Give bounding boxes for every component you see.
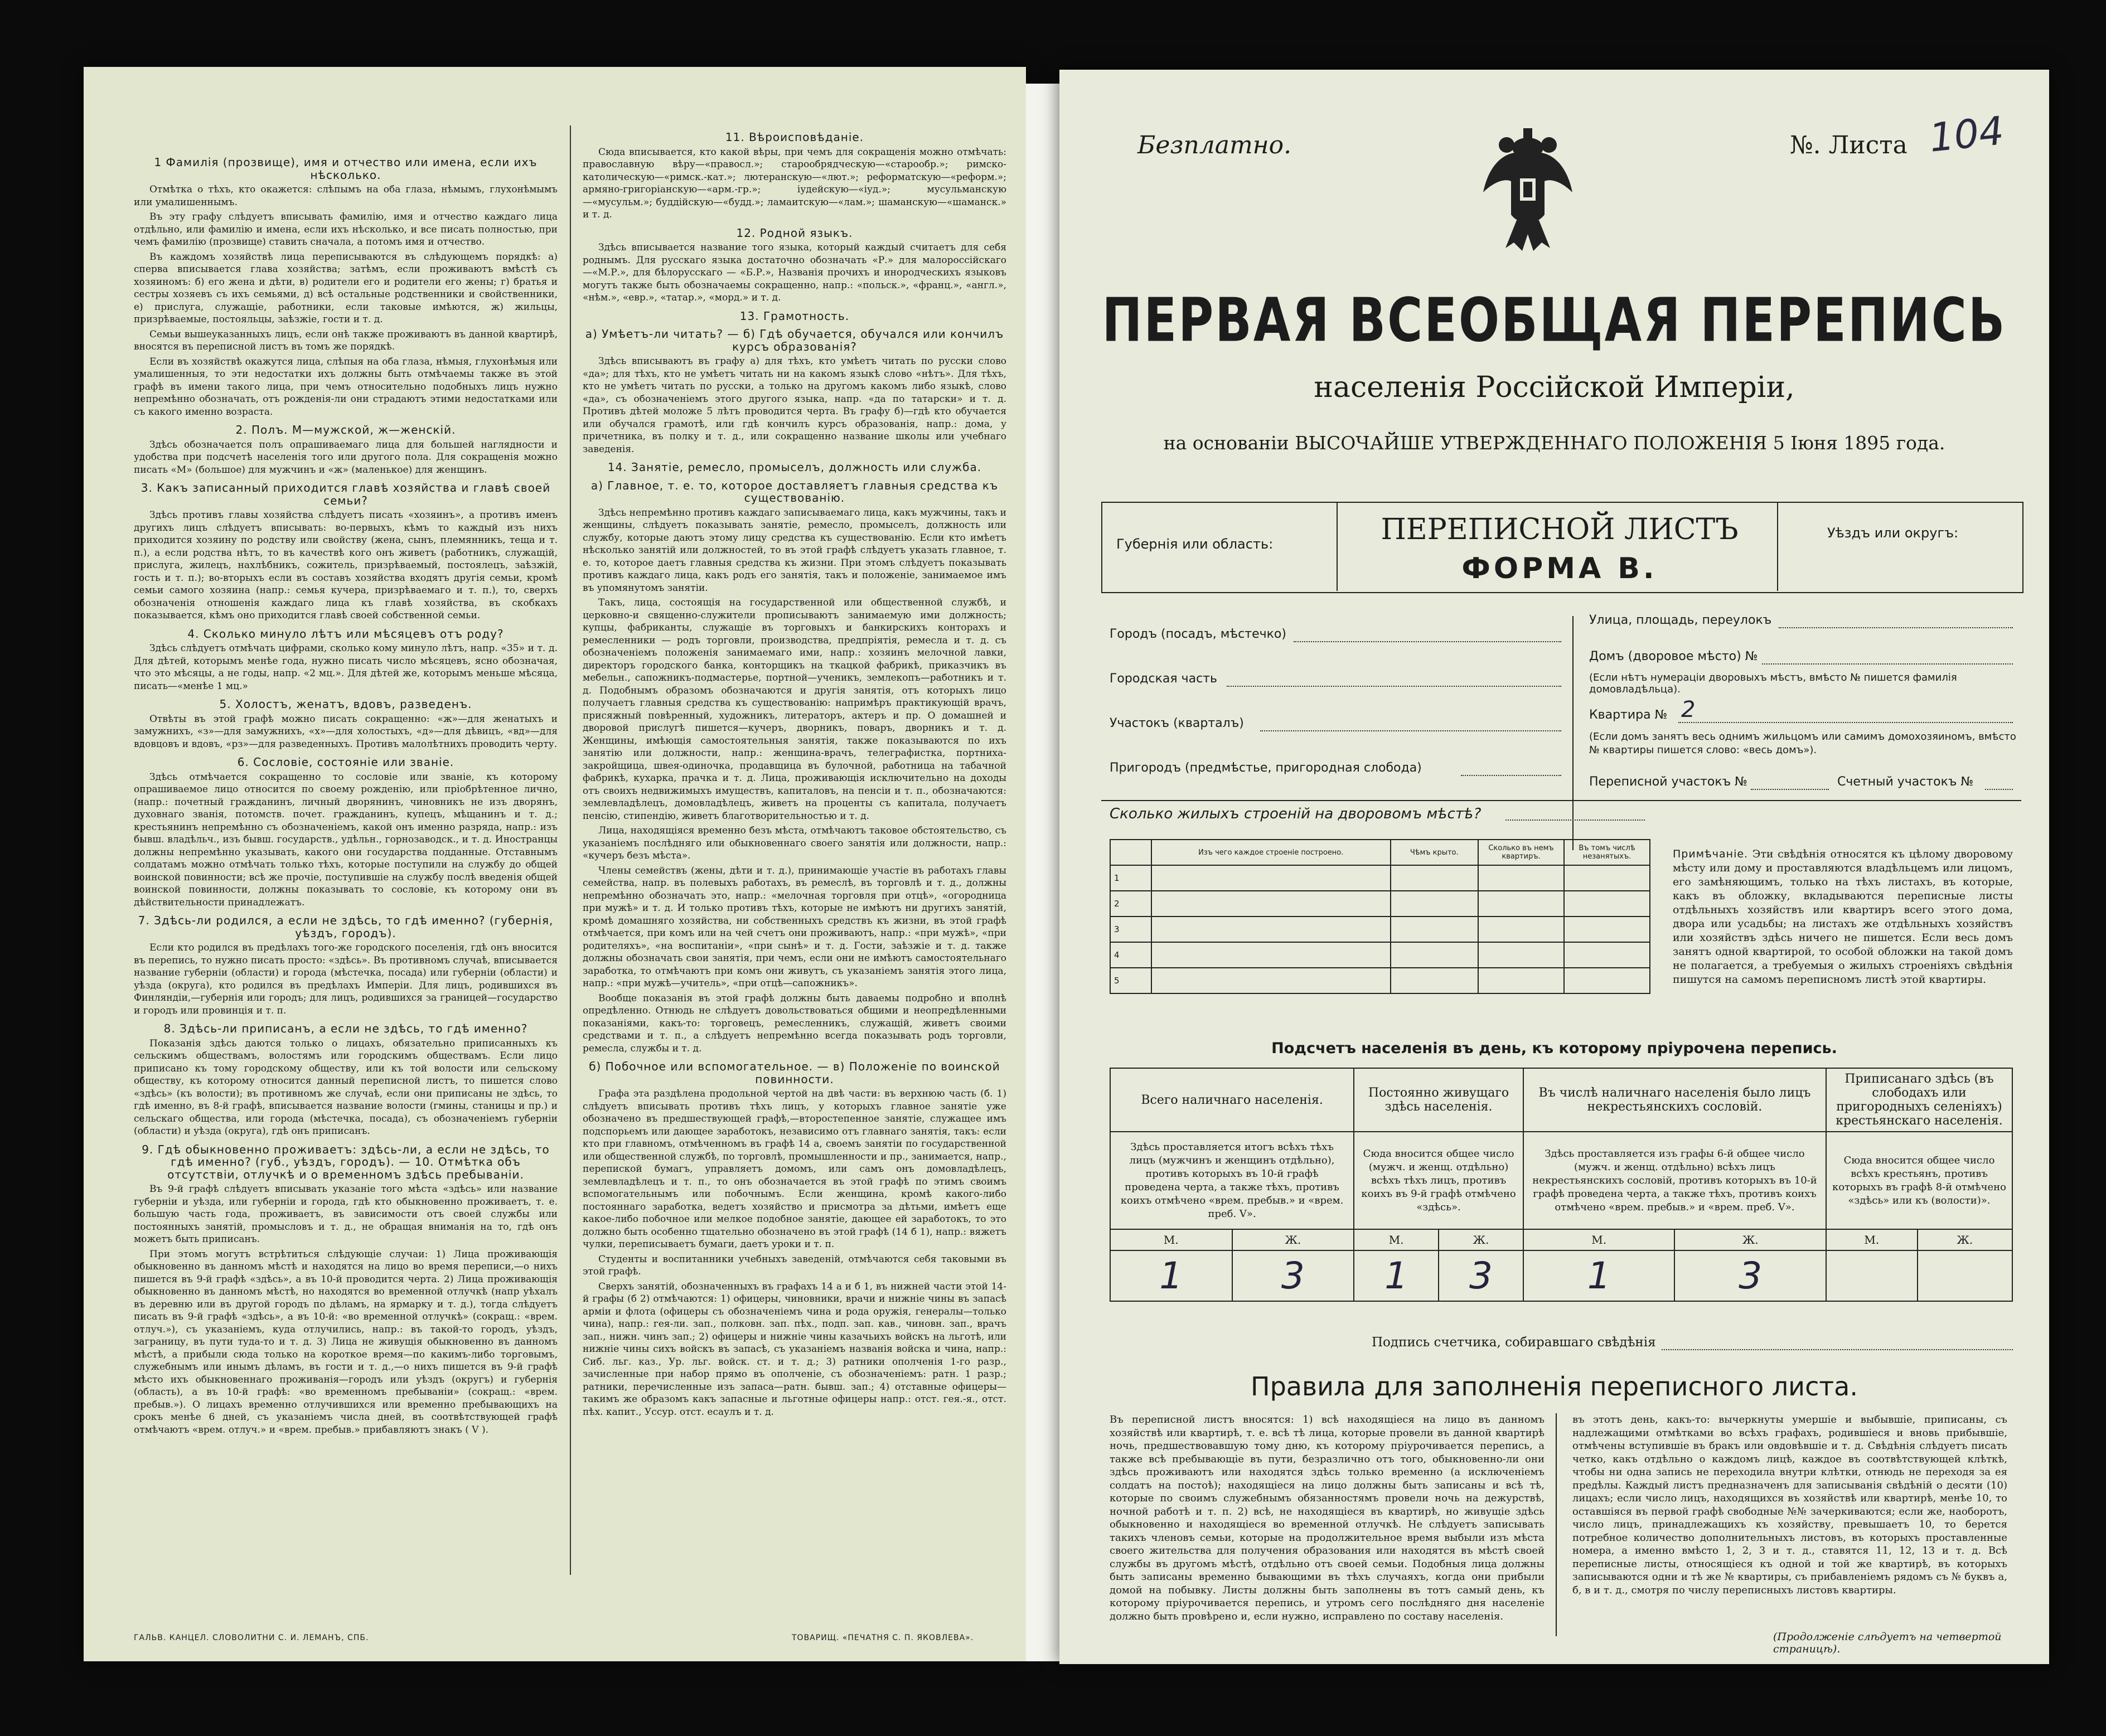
buildings-cell[interactable] bbox=[1564, 891, 1650, 917]
section-heading: 7. Здѣсь-ли родился, а если не здѣсь, то гдѣ именно? (губернія, уѣздъ, городъ). bbox=[138, 914, 554, 940]
suburb-field[interactable] bbox=[1461, 775, 1561, 776]
buildings-header-apartments: Сколько въ немъ квартиръ. bbox=[1478, 840, 1564, 865]
section-heading: 6. Сословіе, состояніе или званіе. bbox=[237, 755, 454, 769]
census-section-field[interactable] bbox=[1751, 789, 1829, 790]
count-desc-present: Здѣсь проставляется итогъ всѣхъ тѣхъ лицъ (мужчинъ и женщинъ отдѣльно), противъ которыхъ въ 10-й графѣ проведена черта, а также тѣхъ, противъ коихъ отмѣчено «врем. пребыв.» и «врем. преб. V». bbox=[1110, 1132, 1354, 1229]
instruction-paragraph: При этомъ могутъ встрѣтиться слѣдующіе случаи: 1) Лица проживающія обыкновенно въ данномъ мѣстѣ и находятся на лицо во время переписи,—о нихъ пишется въ 9-й графѣ «здѣсь», а въ 10-й проводится черта. 2) Лица проживающія обыкновенно въ данномъ мѣстѣ, но находятся во временной отлучкѣ (напр уѣхалъ въ деревню или въ другой городъ по дѣламъ, на ярмарку и т. д.), тогда слѣдуетъ писать въ 9-й графѣ «здѣсь», а въ 10-й: «во временной отлучкѣ» (сокращ.: «врем. отлуч.»), съ указаніемъ, куда отлучились, напр.: въ такой-то городъ, уѣздъ, заграницу, въ пути туда-то и т. д. 3) Лица не живущія обыкновенно въ данномъ мѣстѣ, а прибыли сюда только на короткое время—по какимъ-либо торговымъ, служебнымъ или инымъ дѣламъ, въ гости и т. д.,—о нихъ пишется въ 9-й графѣ мѣсто ихъ обыкновеннаго проживанія—городъ или уѣздъ (округъ) и губернія (область), а въ 10-й графѣ: «во временномъ пребываніи» (сокращ.: «врем. пребыв.»). О лицахъ временно отлучившихся или временно пребывающихъ на срокъ менѣе 6 дней, съ указаніемъ числа дней, въ соотвѣтствующей графѣ отмѣчаютъ «врем. отлуч.» и «врем. пребыв.» прибавляютъ знакъ ( V ). bbox=[134, 1248, 558, 1436]
buildings-cell[interactable] bbox=[1478, 891, 1564, 917]
instruction-paragraph: Здѣсь слѣдуетъ отмѣчать цифрами, сколько кому минуло лѣтъ, напр. «35» и т. д. Для дѣтей, которымъ менѣе года, нужно писать число мѣсяцевъ, ясно обозначая, что это мѣсяцы, а не годы, напр. «2 мц.». Для дѣтей же, которымъ меньше мѣсяца, писать—«менѣе 1 мц.» bbox=[134, 643, 558, 692]
buildings-cell[interactable] bbox=[1564, 968, 1650, 993]
buildings-count-field[interactable] bbox=[1505, 819, 1645, 821]
apartment-field[interactable] bbox=[1678, 722, 2013, 723]
count-header-permanent: Постоянно живущаго здѣсь населенія. bbox=[1354, 1068, 1523, 1132]
apartment-field-value[interactable]: 2 bbox=[1681, 697, 1696, 722]
buildings-cell[interactable] bbox=[1151, 968, 1391, 993]
instruction-paragraph: Сюда вписывается, кто какой вѣры, при чемъ для сокращенія можно отмѣчать: православную вѣру—«правосл.»; старообрядческую—«старообр.»; римско-католическую—«римск.-кат.»; лютеранскую—«лют.»; реформатскую—«реформ.»; армяно-григоріанскую—«арм.-гр.»; іудейскую—«іуд.»; мусульманскую—«мусульм.»; буддійскую—«будд.»; ламаитскую—«лам.»; шаманскую—«шаманск.» и т. д. bbox=[583, 146, 1006, 220]
town-field[interactable] bbox=[1294, 641, 1561, 642]
signature-label: Подпись счетчика, собиравшаго свѣдѣнія bbox=[1372, 1335, 1656, 1350]
buildings-row-number: 2 bbox=[1110, 891, 1151, 917]
count-male-label: М. bbox=[1110, 1229, 1232, 1250]
street-field[interactable] bbox=[1779, 627, 2013, 628]
section-heading: 3. Какъ записанный приходится главѣ хозяйства и главѣ своей семьи? bbox=[141, 481, 551, 507]
imprint-right: ТОВАРИЩ. «ПЕЧАТНЯ С. П. ЯКОВЛЕВА». bbox=[792, 1633, 974, 1642]
section-heading: б) Побочное или вспомогательное. — в) Положеніе по воинской повинности. bbox=[589, 1060, 1000, 1086]
count-header-present: Всего наличнаго населенія. bbox=[1110, 1068, 1354, 1132]
buildings-header-roof: Чѣмъ крыто. bbox=[1391, 840, 1479, 865]
count-female-label: Ж. bbox=[1232, 1229, 1354, 1250]
count-value-cell[interactable]: 3 bbox=[1674, 1250, 1826, 1301]
address-divider bbox=[1572, 616, 1574, 850]
buildings-header-vacant: Въ томъ числѣ незанятыхъ. bbox=[1564, 840, 1650, 865]
count-desc-peasant: Сюда вносится общее число всѣхъ крестьянъ, противъ которыхъ въ графѣ 8-й отмѣчено «здѣсь» или къ (волости)». bbox=[1826, 1132, 2012, 1229]
instructions-column-2 bbox=[583, 125, 1006, 1589]
buildings-cell[interactable] bbox=[1391, 917, 1479, 942]
count-header-peasant: Приписанаго здѣсь (въ слободахъ или пригородныхъ селеніяхъ) крестьянскаго населенія. bbox=[1826, 1068, 2012, 1132]
count-value-cell[interactable]: 3 bbox=[1439, 1250, 1523, 1301]
instruction-paragraph: Если въ хозяйствѣ окажутся лица, слѣпыя на оба глаза, нѣмыя, глухонѣмыя или умалишенныя, то эти недостатки ихъ должны быть отмѣчаемы также въ этой графѣ въ имени такого лица, при чемъ относительно подобныхъ лицъ нужно непремѣнно обозначать, отъ рожденія-ли они страдаютъ этими недостатками или съ какого именно возраста. bbox=[134, 356, 558, 418]
street-field-label: Улица, площадь, переулокъ bbox=[1589, 613, 1772, 627]
sheet-number-label: №. Листа bbox=[1790, 131, 1907, 159]
buildings-cell[interactable] bbox=[1151, 917, 1391, 942]
count-desc-permanent: Сюда вносится общее число (мужч. и женщ. отдѣльно) всѣхъ тѣхъ лицъ, противъ коихъ въ 9-й графѣ отмѣчено «здѣсь». bbox=[1354, 1132, 1523, 1229]
house-field-note: (Если нѣтъ нумераціи дворовыхъ мѣстъ, вмѣсто № пишется фамилія домовладѣльца). bbox=[1589, 672, 1957, 695]
section-heading: а) Умѣетъ-ли читать? — б) Гдѣ обучается, обучался или кончилъ курсъ образованія? bbox=[585, 327, 1004, 353]
buildings-cell[interactable] bbox=[1391, 942, 1479, 968]
buildings-row-number: 1 bbox=[1110, 865, 1151, 891]
buildings-row-number: 3 bbox=[1110, 917, 1151, 942]
buildings-cell[interactable] bbox=[1391, 968, 1479, 993]
instruction-paragraph: Здѣсь обозначается полъ опрашиваемаго лица для большей наглядности и удобства при подсчетѣ населенія того или другого пола. Для сокращенія можно писать «М» (большое) для мужчинъ и «ж» (маленькое) для женщинъ. bbox=[134, 439, 558, 476]
district-label: Уѣздъ или округъ: bbox=[1827, 525, 1959, 541]
count-female-label: Ж. bbox=[1918, 1229, 2012, 1250]
house-field-label: Домъ (дворовое мѣсто) № bbox=[1589, 649, 1758, 663]
buildings-cell[interactable] bbox=[1478, 865, 1564, 891]
instruction-paragraph: Здѣсь непремѣнно противъ каждаго записываемаго лица, какъ мужчины, такъ и женщины, слѣдуетъ показывать занятіе, ремесло, промыселъ, должность или службу, которые даютъ этому лицу средства къ существованію. Если кто имѣетъ нѣсколько занятій или должностей, то въ этой графѣ слѣдуетъ указать главное, т. е. то, которое даетъ главныя средства къ жизни. При этомъ слѣдуетъ показывать противъ каждаго лица, какъ родъ его занятія, такъ и положеніе, занимаемое имъ въ упомянутомъ занятіи. bbox=[583, 507, 1006, 594]
section-heading: 12. Родной языкъ. bbox=[736, 226, 853, 240]
count-header-non-peasant: Въ числѣ наличнаго населенія было лицъ некрестьянскихъ сословій. bbox=[1523, 1068, 1826, 1132]
instruction-paragraph: Такъ, лица, состоящія на государственной или общественной службѣ, и церковно-и священно-служители прописываютъ занимаемую ими должность; купцы, фабриканты, служащіе въ торговыхъ и банкирскихъ конторахъ и ремесленники — родъ торговли, производства, предпріятія, ремесла и т. д. съ обозначеніемъ положенія занимаемаго ими, напр.: хозяинъ мелочной лавки, директоръ городского банка, конторщикъ на ткацкой фабрикѣ, приказчикъ въ мебельн., сапожникъ-подмастерье, портной—ученикъ, землекопъ—работникъ и т. д. Подобнымъ образомъ обозначаются и другія занятія, отъ которыхъ лицо получаетъ главныя средства къ существованію: напримѣръ практикующій врачъ, присяжный повѣренный, художникъ, литераторъ, актеръ и пр. О домашней и дворовой прислугѣ пишется—кучеръ, дворникъ, поваръ, дворникъ и т. д. Женщины, имѣющія самостоятельныя занятія, также показываются по ихъ занятію или должности, напр.: женщина-врачъ, телеграфистка, портниха-закройщица, швея-одиночка, продавщица въ булочной, работница на табачной фабрикѣ, кухарка, прачка и т. д. Лица, проживающія исключительно на доходы отъ своихъ недвижимыхъ имуществъ, капиталовъ, на пенсіи и т. п., обозначаются: землевладѣлецъ, домовладѣлецъ, живетъ на проценты съ капитала, получаетъ пенсію, стипендію, живетъ благотворительностью и т. д. bbox=[583, 597, 1006, 822]
free-label: Безплатно. bbox=[1137, 131, 1292, 159]
instruction-paragraph: Члены семействъ (жены, дѣти и т. д.), принимающіе участіе въ работахъ главы семейства, напр. въ полевыхъ работахъ, въ ремеслѣ, въ торговлѣ и т. д., должны непремѣнно обозначать это, напр.: «мелочная торговля при отцѣ», «огородница при мужѣ» и т. д. И только противъ тѣхъ, которые не имѣютъ ни другихъ занятій, кромѣ домашняго хозяйства, ни собственныхъ средствъ къ жизни, въ этой графѣ отмѣчается, при комъ или на чей счетъ они проживаютъ, напр.: «при мужѣ», «при родителяхъ», «на воспитаніи», «при сынѣ» и т. д. Гости, заѣзжіе и т. д. также должны обозначать свои занятія, при чемъ, если они не имѣютъ самостоятельнаго заработка, то отмѣчаютъ при комъ они живутъ, съ указаніемъ занятія этого лица, напр.: «при мужѣ—учитель», «при отцѣ—сапожникъ». bbox=[583, 865, 1006, 989]
province-label: Губернія или область: bbox=[1116, 536, 1274, 552]
buildings-cell[interactable] bbox=[1151, 891, 1391, 917]
instruction-paragraph: Сверхъ занятій, обозначенныхъ въ графахъ 14 а и б 1, въ нижней части этой 14-й графы (б 2) отмѣчаются: 1) офицеры, чиновники, врачи и нижніе чины въ запасѣ арміи и флота (офицеры съ обозначеніемъ чина и рода оружія, генералы—только чина), напр.: гея-ли. зап., полковн. зап. пѣх., подп. зап. кав., чиновн. зап., врачъ зап., нижн. чинъ зап.; 2) офицеры и нижніе чины казачьихъ войскъ на льготѣ, или нижніе чины сихъ войскъ въ запасѣ, съ указаніемъ названія войска и чина, напр.: Сиб. льг. каз., Ур. льг. войск. ст. и т. д.; 3) ратники ополченія 1-го разр., зачисленные при набор прямо въ ополченіе, съ обозначеніемъ: ратн. 1 разр.; ратники, перечисленные изъ запаса—ратн. бывш. зап.; 4) отставные офицеры—такимъ же образомъ какъ запасные и льготные офицеры напр.: отст. гея.-я., отст. пѣх. капит., Уссур. отст. есаулъ и т. д. bbox=[583, 1281, 1006, 1418]
section-heading: 4. Сколько минуло лѣтъ или мѣсяцевъ отъ роду? bbox=[187, 627, 504, 641]
buildings-cell[interactable] bbox=[1391, 891, 1479, 917]
count-female-label: Ж. bbox=[1674, 1229, 1826, 1250]
continuation-note: (Продолженіе слѣдуетъ на четвертой страницѣ). bbox=[1773, 1631, 2002, 1655]
instruction-paragraph: Показанія здѣсь даются только о лицахъ, обязательно приписанныхъ къ сельскимъ обществамъ, волостямъ или городскимъ обществамъ. Если лицо приписано къ тому городскому обществу, или къ той волости или сельскому обществу, къ которому относится данный переписной листъ, то пишется слово «здѣсь» (къ волости); въ противномъ же случаѣ, если они приписаны не здѣсь, то гдѣ именно, въ 8-й графѣ, вписывается название волости (гмины, станицы и пр.) и сельскаго общества, или города (мѣстечка, посада), съ обозначеніемъ губерніи (области) и уѣзда (округа), гдѣ онъ приписанъ. bbox=[134, 1037, 558, 1137]
section-heading: 13. Грамотность. bbox=[739, 309, 850, 323]
buildings-header-material: Изъ чего каждое строеніе построено. bbox=[1151, 840, 1391, 865]
buildings-row-no-header bbox=[1110, 840, 1151, 865]
buildings-cell[interactable] bbox=[1564, 865, 1650, 891]
town-field-label: Городъ (посадъ, мѣстечко) bbox=[1110, 627, 1286, 641]
rules-column-2: въ этотъ день, какъ-то: вычеркнуты умершіе и выбывшіе, приписаны, съ надлежащими отмѣтками во всѣхъ графахъ, родившіеся и вновь прибывшіе, отмѣчены вступившіе въ бракъ или овдовѣвшіе и т. д. Свѣдѣнія слѣдуетъ писать четко, какъ отдѣльно о каждомъ лицѣ, каждое въ соотвѣтствующей клѣткѣ, чтобы ни одна запись не переходила внутри клѣтки, отнюдь не переходя за ея предѣлы. Каждый листъ предназначенъ для записыванія свѣдѣній о десяти (10) лицахъ; если число лицъ, находящихся въ хозяйствѣ или квартирѣ, менѣе 10, то оставшіяся въ первой графѣ свободные №№ зачеркиваются; если же, наоборотъ, число лицъ, принадлежащихъ къ хозяйству, превышаетъ 10, то берется потребное количество дополнительныхъ листовъ, въ которыхъ проставленные номера, а именно вмѣсто 1, 2, 3 и т. д., ставятся 11, 12, 13 и т. д. Всѣ переписные листы, относящіеся къ одной и той же квартирѣ, въ которыхъ записываются одни и тѣ же № квартиры, съ прибавленіемъ рядомъ съ № буквъ а, б, в и т. д., смотря по числу переписныхъ листовъ квартиры. bbox=[1572, 1414, 2007, 1596]
buildings-cell[interactable] bbox=[1391, 865, 1479, 891]
instruction-paragraph: Отмѣтка о тѣхъ, кто окажется: слѣпымъ на оба глаза, нѣмымъ, глухонѣмымъ или умалишеннымъ. bbox=[134, 184, 558, 208]
instruction-paragraph: Студенты и воспитанники учебныхъ заведеній, отмѣчаются себя таковыми въ этой графѣ. bbox=[583, 1253, 1006, 1277]
section-heading: а) Главное, т. е. то, которое доставляетъ главныя средства къ существованію. bbox=[590, 478, 999, 505]
section-rule bbox=[1101, 800, 2021, 801]
section-heading: 8. Здѣсь-ли приписанъ, а если не здѣсь, то гдѣ именно? bbox=[163, 1022, 528, 1035]
section-heading: 11. Вѣроисповѣданіе. bbox=[725, 130, 864, 144]
instruction-paragraph: Здѣсь вписываютъ въ графу а) для тѣхъ, кто умѣетъ читать по русски слово «да»; для тѣхъ, кто не умѣетъ читать ни на какомъ языкѣ слово «нѣтъ». Для тѣхъ, кто не умѣетъ читать по русски, а только на другомъ какомъ либо языкѣ, слово «да», съ обозначеніемъ этого другого языка, напр. «да по татарски» и т. д. Противъ дѣтей моложе 5 лѣтъ проводится черта. Въ графу б)—гдѣ кто обучается или обучался грамотѣ, или гдѣ кончилъ курсъ образованія, напр.: дома, у причетника, въ полку и т. д., или сокращенно название школы или учебнаго заведенія. bbox=[583, 356, 1006, 455]
instruction-paragraph: Лица, находящіяся временно безъ мѣста, отмѣчаютъ таковое обстоятельство, съ указаніемъ послѣдняго или обыкновеннаго своего занятія или должности, напр.: «кучеръ безъ мѣста». bbox=[583, 825, 1006, 861]
section-heading: 5. Холостъ, женатъ, вдовъ, разведенъ. bbox=[219, 697, 472, 711]
instruction-paragraph: Графа эта раздѣлена продольной чертой на двѣ части: въ верхнюю часть (б. 1) слѣдуетъ вписывать противъ тѣхъ лицъ, у которыхъ главное занятіе уже обозначено въ предшествующей графѣ,—второстепенное занятіе, служащее имъ подспорьемъ или дающее заработокъ, независимо отъ главнаго занятія, такъ: если кто при главномъ, отмѣченномъ въ графѣ 14 а, своемъ занятіи по государственной или общественной службѣ, по торговлѣ, промышленности и пр., занимается, напр., перепиской бумагъ, управляетъ домомъ, или самъ онъ домовладѣлецъ, землевладѣлецъ и т. п., то онъ обозначается въ этой графѣ по этимъ своимъ вспомогательнымъ или побочнымъ. Если женщина, кромѣ какого-либо постояннаго заработка, ведетъ хозяйство и присмотра за дѣтьми, имѣетъ еще какое-либо побочное или мелкое подобное занятіе, дающее ей заработокъ, то это должно быть особенно тщательно обозначено въ этой графѣ (14 б 1), напр.: вяжетъ чулки, переписываетъ бумаги, даетъ уроки и т. п. bbox=[583, 1088, 1006, 1250]
buildings-cell[interactable] bbox=[1151, 942, 1391, 968]
city-part-field-label: Городская часть bbox=[1110, 672, 1217, 686]
counting-section-field[interactable] bbox=[1985, 789, 2013, 790]
count-male-label: М. bbox=[1826, 1229, 1918, 1250]
apartment-field-note: (Если домъ занятъ весь однимъ жильцомъ или самимъ домохозяиномъ, вмѣсто № квартиры пишется слово: «весь домъ»). bbox=[1589, 731, 2016, 756]
instructions-column-1 bbox=[134, 151, 558, 1589]
count-value-cell[interactable]: 3 bbox=[1232, 1250, 1354, 1301]
apartment-field-label: Квартира № bbox=[1589, 708, 1668, 722]
count-value-cell[interactable]: 1 bbox=[1523, 1250, 1675, 1301]
instruction-paragraph: Здѣсь отмѣчается сокращенно то сословіе или званіе, къ которому опрашиваемое лицо относится по своему рожденію, или пріобрѣтенное лично, (напр.: почетный гражданинъ, личный дворянинъ, чиновникъ не изъ дворянъ, духовнаго званія, потомств. почет. гражданинъ, купецъ, мѣщанинъ и т. д.; крестьянинъ непремѣнно съ обозначеніемъ, какой онъ именно разряда, напр.: изъ бывш. владѣльч., изъ бывш. государств., удѣльн., горнозаводск., и т. д. Иностранцы должны непремѣнно указывать, какого они государства подданные. Отставнымъ солдатамъ можно отмѣчать только тѣхъ, которые поступили на службу до общей воинской повинности; всѣ же прочіе, поступившіе на службу послѣ введенія общей воинской повинности, должны показывать то сословіе, къ которому они въ дѣйствительности принадлежатъ. bbox=[134, 771, 558, 908]
count-value-cell[interactable] bbox=[1826, 1250, 1918, 1301]
instruction-paragraph: Семьи вышеуказанныхъ лицъ, если онѣ также проживаютъ въ данной квартирѣ, вносятся въ переписной листъ въ томъ же порядкѣ. bbox=[134, 328, 558, 352]
instruction-paragraph: Здѣсь вписывается название того языка, который каждый считаетъ для себя роднымъ. Для русскаго языка достаточно обозначать «Р.» для малороссійскаго—«М.Р.», для бѣлорусскаго — «Б.Р.», Названія прочихъ и инородческихъ языковъ могутъ также быть обозначаемы сокращенно, напр.: «польск.», «франц.», «англ.», «нѣм.», «евр.», «татар.», «морд.» и т. д. bbox=[583, 242, 1006, 303]
buildings-cell[interactable] bbox=[1478, 942, 1564, 968]
census-section-label: Переписной участокъ № bbox=[1589, 775, 1748, 789]
count-value-cell[interactable] bbox=[1918, 1250, 2012, 1301]
buildings-cell[interactable] bbox=[1478, 917, 1564, 942]
rules-divider bbox=[1556, 1413, 1557, 1636]
instruction-paragraph: Въ эту графу слѣдуетъ вписывать фамилію, имя и отчество каждаго лица отдѣльно, или фамилію и имена, если ихъ нѣсколько, и все писать полностью, при чемъ фамилію (прозвище) ставить сначала, а потомъ имя и отчество. bbox=[134, 211, 558, 248]
buildings-cell[interactable] bbox=[1564, 917, 1650, 942]
count-value-cell[interactable]: 1 bbox=[1110, 1250, 1232, 1301]
section-heading: 14. Занятіе, ремесло, промыселъ, должность или служба. bbox=[607, 460, 982, 474]
signature-field[interactable] bbox=[1662, 1349, 2013, 1350]
note-title: Примѣчаніе. bbox=[1673, 848, 1749, 860]
section-heading: 2. Полъ. М—мужской, ж—женскій. bbox=[235, 423, 456, 437]
count-female-label: Ж. bbox=[1439, 1229, 1523, 1250]
imprint-left: ГАЛЬВ. КАНЦЕЛ. СЛОВОЛИТНИ С. И. ЛЕМАНЪ, СПБ. bbox=[134, 1633, 369, 1642]
census-basis: на основаніи ВЫСОЧАЙШЕ УТВЕРЖДЕННАГО ПОЛОЖЕНІЯ 5 Іюня 1895 года. bbox=[1163, 432, 1945, 454]
right-page bbox=[1059, 70, 2049, 1664]
counting-section-label: Счетный участокъ № bbox=[1837, 775, 1974, 789]
count-desc-non-peasant: Здѣсь проставляется изъ графы 6-й общее число (мужч. и женщ. отдѣльно) всѣхъ лицъ некрестьянскихъ сословій, противъ которыхъ въ 10-й графѣ проведена черта, а также тѣхъ, противъ коихъ отмѣчено «врем. пребыв.» и «врем. преб. V». bbox=[1523, 1132, 1826, 1229]
left-page bbox=[84, 67, 1026, 1661]
census-title: ПЕРВАЯ ВСЕОБЩАЯ ПЕРЕПИСЬ bbox=[1102, 285, 2007, 356]
precinct-field-label: Участокъ (кварталъ) bbox=[1110, 716, 1244, 730]
note-text: Эти свѣдѣнія относятся къ цѣлому дворовому мѣсту или дому и проставляются владѣльцемъ или лицомъ, его замѣняющимъ, только на тѣхъ листахъ, въ которые, какъ въ обложку, вкладываются переписные листы отдѣльныхъ хозяйствъ или квартиръ всего этого дома, двора или усадьбы; на листахъ же отдѣльныхъ хозяйствъ или хозяйствъ здѣсь ничего не пишется. Если весь домъ занятъ одной квартирой, то особой обложки на такой домъ не полагается, а требуемыя о жилыхъ строеніяхъ свѣдѣнія пишутся на самомъ переписномъ листѣ этой квартиры. bbox=[1673, 848, 2013, 986]
section-heading: 9. Гдѣ обыкновенно проживаетъ: здѣсь-ли, а если не здѣсь, то гдѣ именно? (губ., уѣздъ, городъ). — 10. Отмѣтка объ отсутствіи, отлучкѣ и о временномъ здѣсь пребываніи. bbox=[142, 1142, 550, 1181]
buildings-row-number: 4 bbox=[1110, 942, 1151, 968]
buildings-cell[interactable] bbox=[1478, 968, 1564, 993]
buildings-note bbox=[1673, 847, 2013, 987]
double-headed-eagle-emblem bbox=[1472, 114, 1584, 254]
census-subtitle: населенія Россійской Имперіи, bbox=[1314, 371, 1795, 404]
precinct-field[interactable] bbox=[1260, 730, 1561, 731]
form-title: ПЕРЕПИСНОЙ ЛИСТЪ bbox=[1381, 513, 1739, 546]
count-male-label: М. bbox=[1523, 1229, 1675, 1250]
instruction-paragraph: Здѣсь противъ главы хозяйства слѣдуетъ писать «хозяинъ», а противъ именъ другихъ лицъ слѣдуетъ вписывать: во-первыхъ, кѣмъ то каждый изъ нихъ приходится хозяину по родству или свойству (жена, сынъ, племянникъ, теща и т. п.), а если родства нѣтъ, то въ качествѣ кого онъ живетъ (работникъ, служащій, прислуга, жилецъ, нахлѣбникъ, сожитель, призрѣваемый, постоялецъ, заѣзжій, гость и т. п.); во-вторыхъ если въ составъ хозяйства входятъ другія семьи, кромѣ семьи самого хозяина (напр.: семья кучера, призрѣваемаго и т. п.), то, сверхъ обозначенія отношенія каждаго лица къ главѣ хозяйства, въ скобкахъ показывается, кѣмъ оно приходится главѣ своей собственной семьи. bbox=[134, 510, 558, 621]
buildings-cell[interactable] bbox=[1151, 865, 1391, 891]
buildings-question: Сколько жилыхъ строеній на дворовомъ мѣстѣ? bbox=[1110, 806, 1482, 822]
city-part-field[interactable] bbox=[1227, 686, 1561, 687]
rules-title: Правила для заполненія переписного листа. bbox=[1251, 1371, 1858, 1402]
form-letter: ФОРМА В. bbox=[1461, 552, 1658, 585]
rules-column-1: Въ переписной листъ вносятся: 1) всѣ находящіеся на лицо въ данномъ хозяйствѣ или квартирѣ, т. е. всѣ тѣ лица, которые провели въ данной квартирѣ ночь, предшествовавшую тому дню, къ которому пріурочивается перепись, а также всѣ пребывающіе въ пути, безразлично отъ того, обыкновенно-ли они здѣсь проживаютъ или находятся здѣсь только временно (а исключеніемъ солдатъ на постоѣ); находящіеся на лицо должны быть записаны и всѣ тѣ, которые по своимъ служебнымъ обязанностямъ провели ночь на дежурствѣ, ночной работѣ и т. п. 2) всѣ, не находящіеся въ квартирѣ, но живущіе здѣсь обыкновенно и находящіеся во временной отлучкѣ. Не слѣдуетъ записывать такихъ членовъ семьи, которые на продолжительное время выбыли изъ мѣста своего жительства для получения образования или находятся въ мѣстѣ своей службы въ другомъ мѣстѣ, отдѣльно отъ своей семьи. Подобныя лица должны быть записаны временно бывающими въ тѣхъ случаяхъ, когда они прибыли домой на побывку. Листы должны быть заполнены въ тотъ самый день, къ которому пріурочивается перепись, и утромъ сего послѣдняго дня населеніе должно быть провѣрено и, если нужно, исправлено по составу населенія. bbox=[1110, 1414, 1545, 1622]
buildings-table bbox=[1110, 839, 1650, 994]
population-count-table bbox=[1110, 1068, 2013, 1302]
population-count-title: Подсчетъ населенія въ день, къ которому пріурочена перепись. bbox=[1271, 1040, 1837, 1057]
instruction-paragraph: Въ 9-й графѣ слѣдуетъ вписывать указаніе того мѣста «здѣсь» или название губерніи и уѣзда, или губерніи и города, гдѣ кто обыкновенно проживаетъ, т. е. большую часть года, проживаетъ, въ зависимости отъ своей службы или постоянныхъ занятій, промысловъ и т. д., не обращая вниманія на то, гдѣ онъ можетъ быть приписанъ. bbox=[134, 1184, 558, 1245]
handwritten-sheet-number: 104 bbox=[1927, 108, 2006, 161]
instruction-paragraph: Вообще показанія въ этой графѣ должны быть даваемы подробно и вполнѣ опредѣленно. Отнюдь не слѣдуетъ довольствоваться общими и неопредѣленными показаніями, какъ-то: торговецъ, ремесленникъ, служащій, живетъ своими средствами и т. п., а слѣдуетъ непремѣнно всегда показывать родъ торговли, ремесла, службы и т. д. bbox=[583, 992, 1006, 1054]
instruction-paragraph: Отвѣты въ этой графѣ можно писать сокращенно: «ж»—для женатыхъ и замужнихъ, «з»—для замужнихъ, «х»—для холостыхъ, «д»—для дѣвицъ, «вд»—для вдовцовъ и вдовъ, «рз»—для разведенныхъ. Противъ малолѣтнихъ проводить черту. bbox=[134, 713, 558, 750]
count-value-cell[interactable]: 1 bbox=[1354, 1250, 1439, 1301]
form-header-box bbox=[1101, 502, 2023, 593]
binding-strip bbox=[1026, 84, 1059, 1661]
buildings-row-number: 5 bbox=[1110, 968, 1151, 993]
count-male-label: М. bbox=[1354, 1229, 1439, 1250]
house-field[interactable] bbox=[1762, 663, 2013, 665]
suburb-field-label: Пригородъ (предмѣстье, пригородная слобода) bbox=[1110, 761, 1422, 775]
section-heading: 1 Фамилія (прозвище), имя и отчество или имена, если ихъ нѣсколько. bbox=[154, 156, 538, 182]
column-divider bbox=[570, 125, 571, 1575]
instruction-paragraph: Въ каждомъ хозяйствѣ лица переписываются въ слѣдующемъ порядкѣ: а) сперва вписывается глава хозяйства; затѣмъ, если проживаютъ вмѣстѣ съ хозяиномъ: б) его жена и дѣти, в) родители его и родители его жены; г) братья и сестры хозяевъ съ ихъ семьями, д) всѣ остальные родственники и свойственники, е) прислуга, служащіе, работники, если таковые имѣются, ж) жильцы, призрѣваемые, постояльцы, заѣзжіе, гости и т. д. bbox=[134, 251, 558, 325]
buildings-cell[interactable] bbox=[1564, 942, 1650, 968]
instruction-paragraph: Если кто родился въ предѣлахъ того-же городского поселенія, гдѣ онъ вносится въ перепись, то нужно писать просто: «здѣсь». Въ противномъ случаѣ, вписывается название губерніи (области) и города (мѣстечка, посада) или губерніи (области) и уѣзда (округа), кто родился въ предѣлахъ Имперіи. Для лицъ, родившихся въ Финляндіи,—губернія или городъ; для лицъ, родившихся за границей—государство и городъ или провинція и т. п. bbox=[134, 942, 558, 1016]
